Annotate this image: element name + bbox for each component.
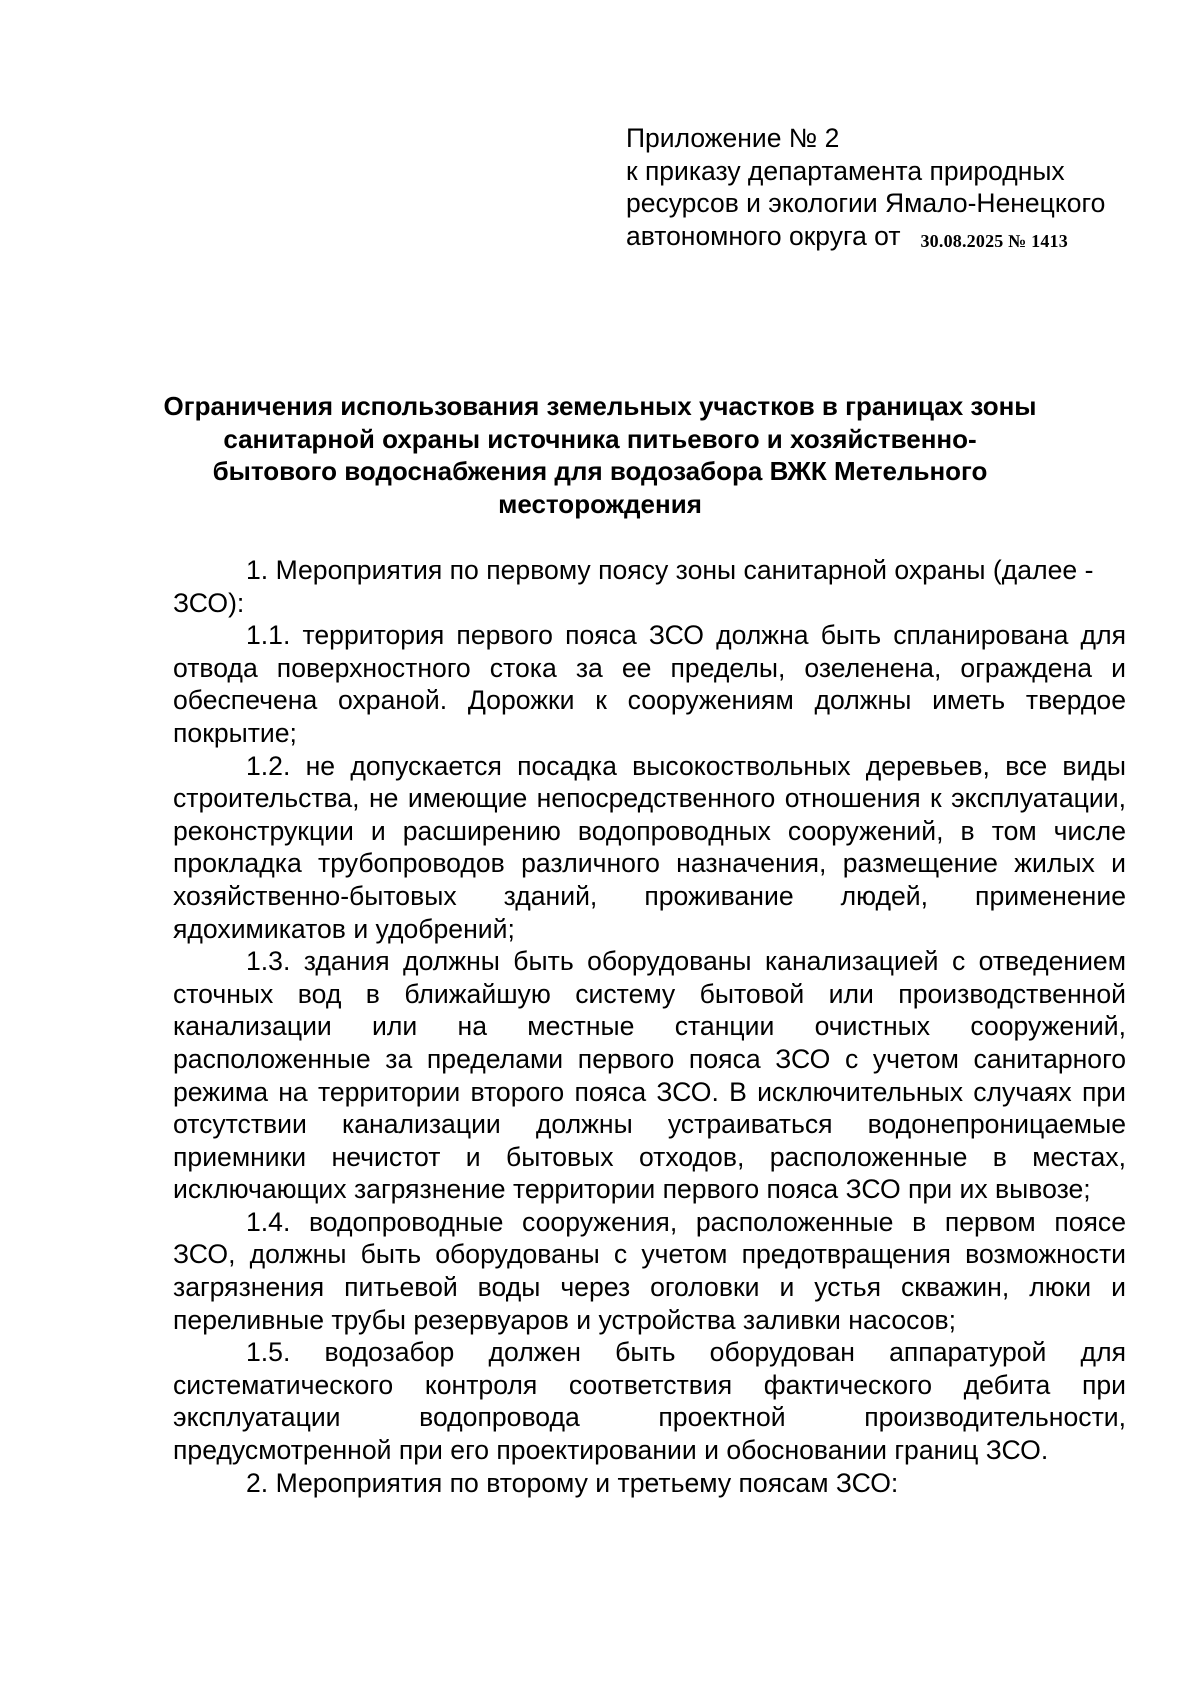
document-title xyxy=(150,390,1050,520)
clause-1-2: 1.2. не допускается посадка высокоствольных деревьев, все виды строительства, не имеющие непосредственного отношения к эксплуатации, реконструкции и расширению водопроводных сооружений, в том числе прокладка трубопроводов различного назначения, размещение жилых и хозяйственно-бытовых зданий, проживание людей, применение ядохимикатов и удобрений; xyxy=(173,750,1126,944)
clause-1-4: 1.4. водопроводные сооружения, расположенные в первом поясе ЗСО, должны быть оборудованы с учетом предотвращения возможности загрязнения питьевой воды через оголовки и устья скважин, люки и переливные трубы резервуаров и устройства заливки насосов; xyxy=(173,1206,1126,1335)
section-2-heading: 2. Мероприятия по второму и третьему поясам ЗСО: xyxy=(246,1467,899,1498)
appendix-district-line xyxy=(626,220,1166,258)
appendix-order-line: к приказу департамента природных xyxy=(626,155,1065,186)
section-1-heading: 1. Мероприятия по первому поясу зоны санитарной охраны (далее - ЗСО): xyxy=(173,555,1094,618)
document-body xyxy=(173,554,1126,1499)
title-line: месторождения xyxy=(498,488,702,519)
title-line: Ограничения использования земельных участков в границах зоны xyxy=(163,391,1037,421)
appendix-date-prefix: автономного округа от xyxy=(626,220,901,251)
order-date-number: 30.08.2025 № 1413 xyxy=(920,230,1068,251)
title-line: бытового водоснабжения для водозабора ВЖК Метельного xyxy=(212,456,988,486)
appendix-number: Приложение № 2 xyxy=(626,123,840,153)
clause-1-5: 1.5. водозабор должен быть оборудован аппаратурой для систематического контроля соответствия фактического дебита при эксплуатации водопровода проектной производительности, предусмотренной при его проектировании и обосновании границ ЗСО. xyxy=(173,1337,1126,1466)
title-line: санитарной охраны источника питьевого и хозяйственно- xyxy=(223,423,977,454)
appendix-department-line: ресурсов и экологии Ямало-Ненецкого xyxy=(626,188,1106,218)
clause-1-1: 1.1. территория первого пояса ЗСО должна быть спланирована для отвода поверхностного стока за ее пределы, озеленена, ограждена и обеспечена охраной. Дорожки к сооружениям должны иметь твердое покрытие; xyxy=(173,620,1126,748)
appendix-header xyxy=(626,122,1166,257)
clause-1-3: 1.3. здания должны быть оборудованы канализацией с отведением сточных вод в ближайшую систему бытовой или производственной канализации или на местные станции очистных сооружений, расположенные за пределами первого пояса ЗСО с учетом санитарного режима на территории второго пояса ЗСО. В исключительных случаях при отсутствии канализации должны устраиваться водонепроницаемые приемники нечистот и бытовых отходов, расположенные в местах, исключающих загрязнение территории первого пояса ЗСО при их вывозе; xyxy=(173,946,1126,1205)
